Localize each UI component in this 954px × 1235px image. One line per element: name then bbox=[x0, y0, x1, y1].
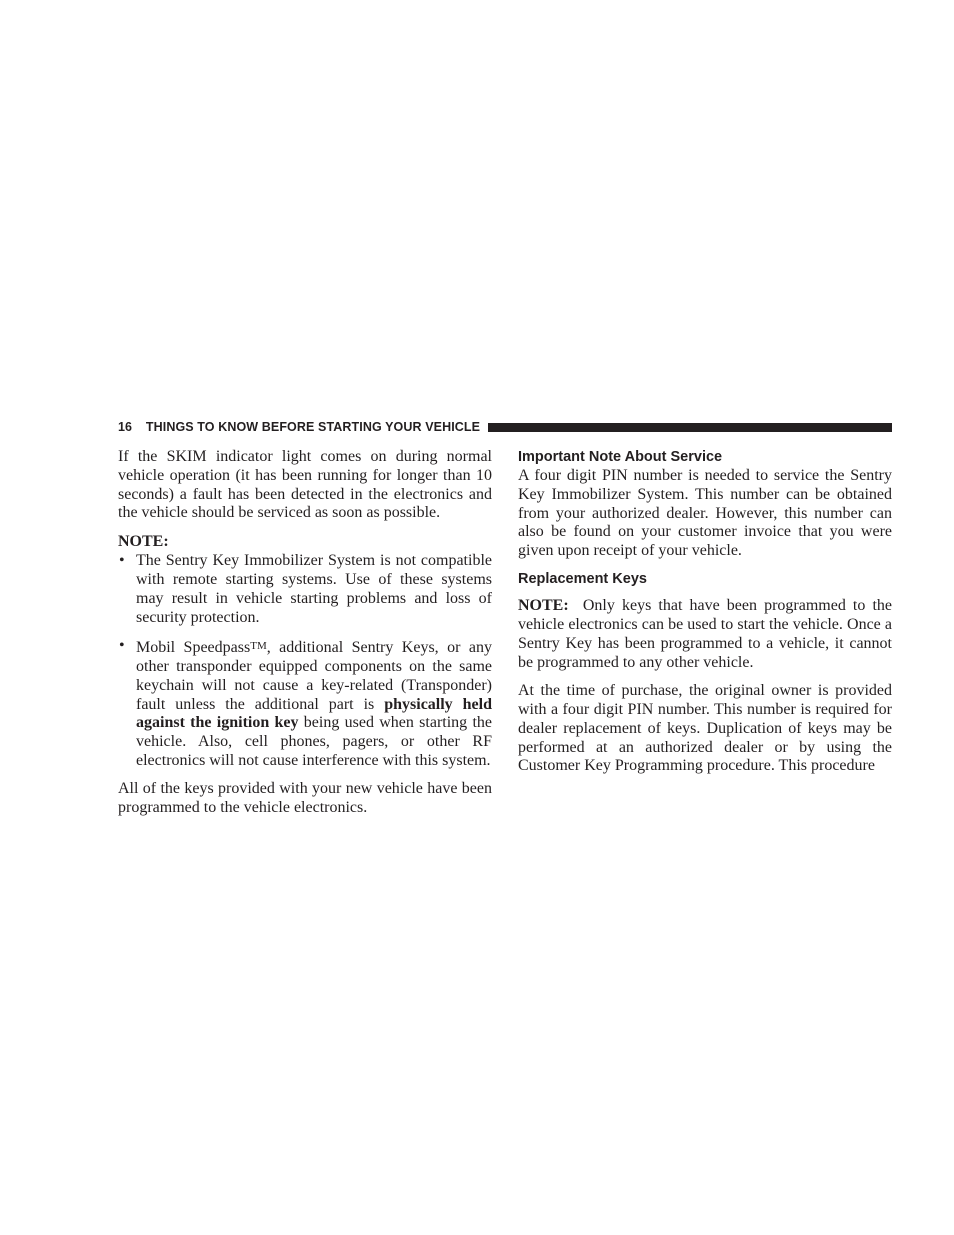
section-heading-replacement-keys: Replacement Keys bbox=[518, 571, 647, 588]
note-text: Only keys that have been programmed to the vehicle electronics can be used to start the vehicle. Once a Sentry Key has been programmed to a vehicle, it cannot be programmed to any other vehicle. bbox=[518, 597, 893, 671]
keys-programmed-paragraph: All of the keys provided with your new vehicle have been programmed to the vehicle electronics. bbox=[118, 780, 492, 817]
list-item bbox=[118, 552, 492, 627]
left-column bbox=[118, 448, 492, 827]
bullet-text-part2: , additional Sentry Keys, or any other transponder equipped components on the same keychain will not cause a key-related (Transponder) fault unless the additional part is bbox=[136, 639, 492, 713]
chapter-title: THINGS TO KNOW BEFORE STARTING YOUR VEHICLE bbox=[145, 420, 481, 434]
list-item bbox=[118, 637, 492, 771]
bullet-text-part3: being used when starting the vehicle. Also, cell phones, pagers, or other RF electronics will not cause interference with this system. bbox=[136, 714, 492, 769]
skim-light-paragraph: If the SKIM indicator light comes on during normal vehicle operation (it has been running for longer than 10 seconds) a fault has been detected in the electronics and the vehicle should be serviced as soon as possible. bbox=[118, 448, 492, 522]
service-paragraph: A four digit PIN number is needed to service the Sentry Key Immobilizer System. This number can be obtained from your authorized dealer. However, this number can also be found on your customer invoice that you were given upon receipt of your vehicle. bbox=[518, 467, 892, 560]
page-number: 16 bbox=[118, 420, 132, 434]
bullet-icon: • bbox=[119, 552, 125, 570]
note-label: NOTE: bbox=[118, 532, 169, 550]
right-column bbox=[518, 448, 892, 786]
trademark-mark: TM bbox=[250, 640, 267, 653]
bullet-text-part1: Mobil Speedpass bbox=[136, 639, 251, 657]
bullet-text: The Sentry Key Immobilizer System is not compatible with remote starting systems. Use of these systems may result in vehicle starting problems and loss of security protection. bbox=[136, 552, 492, 626]
section-heading-service: Important Note About Service bbox=[518, 449, 723, 465]
header-rule bbox=[488, 423, 892, 432]
purchase-paragraph: At the time of purchase, the original owner is provided with a four digit PIN number. This number is required for dealer replacement of keys. Duplication of keys may be performed at an authorized dealer or by using the Customer Key Programming procedure. This procedure bbox=[518, 682, 892, 775]
bullet-icon: • bbox=[119, 637, 125, 655]
bullet-bold-text: physically held against the ignition key bbox=[136, 695, 492, 732]
running-header bbox=[118, 419, 892, 435]
note-bullet-list bbox=[118, 552, 492, 770]
replacement-note-paragraph bbox=[518, 597, 892, 672]
note-label: NOTE: bbox=[518, 597, 569, 615]
